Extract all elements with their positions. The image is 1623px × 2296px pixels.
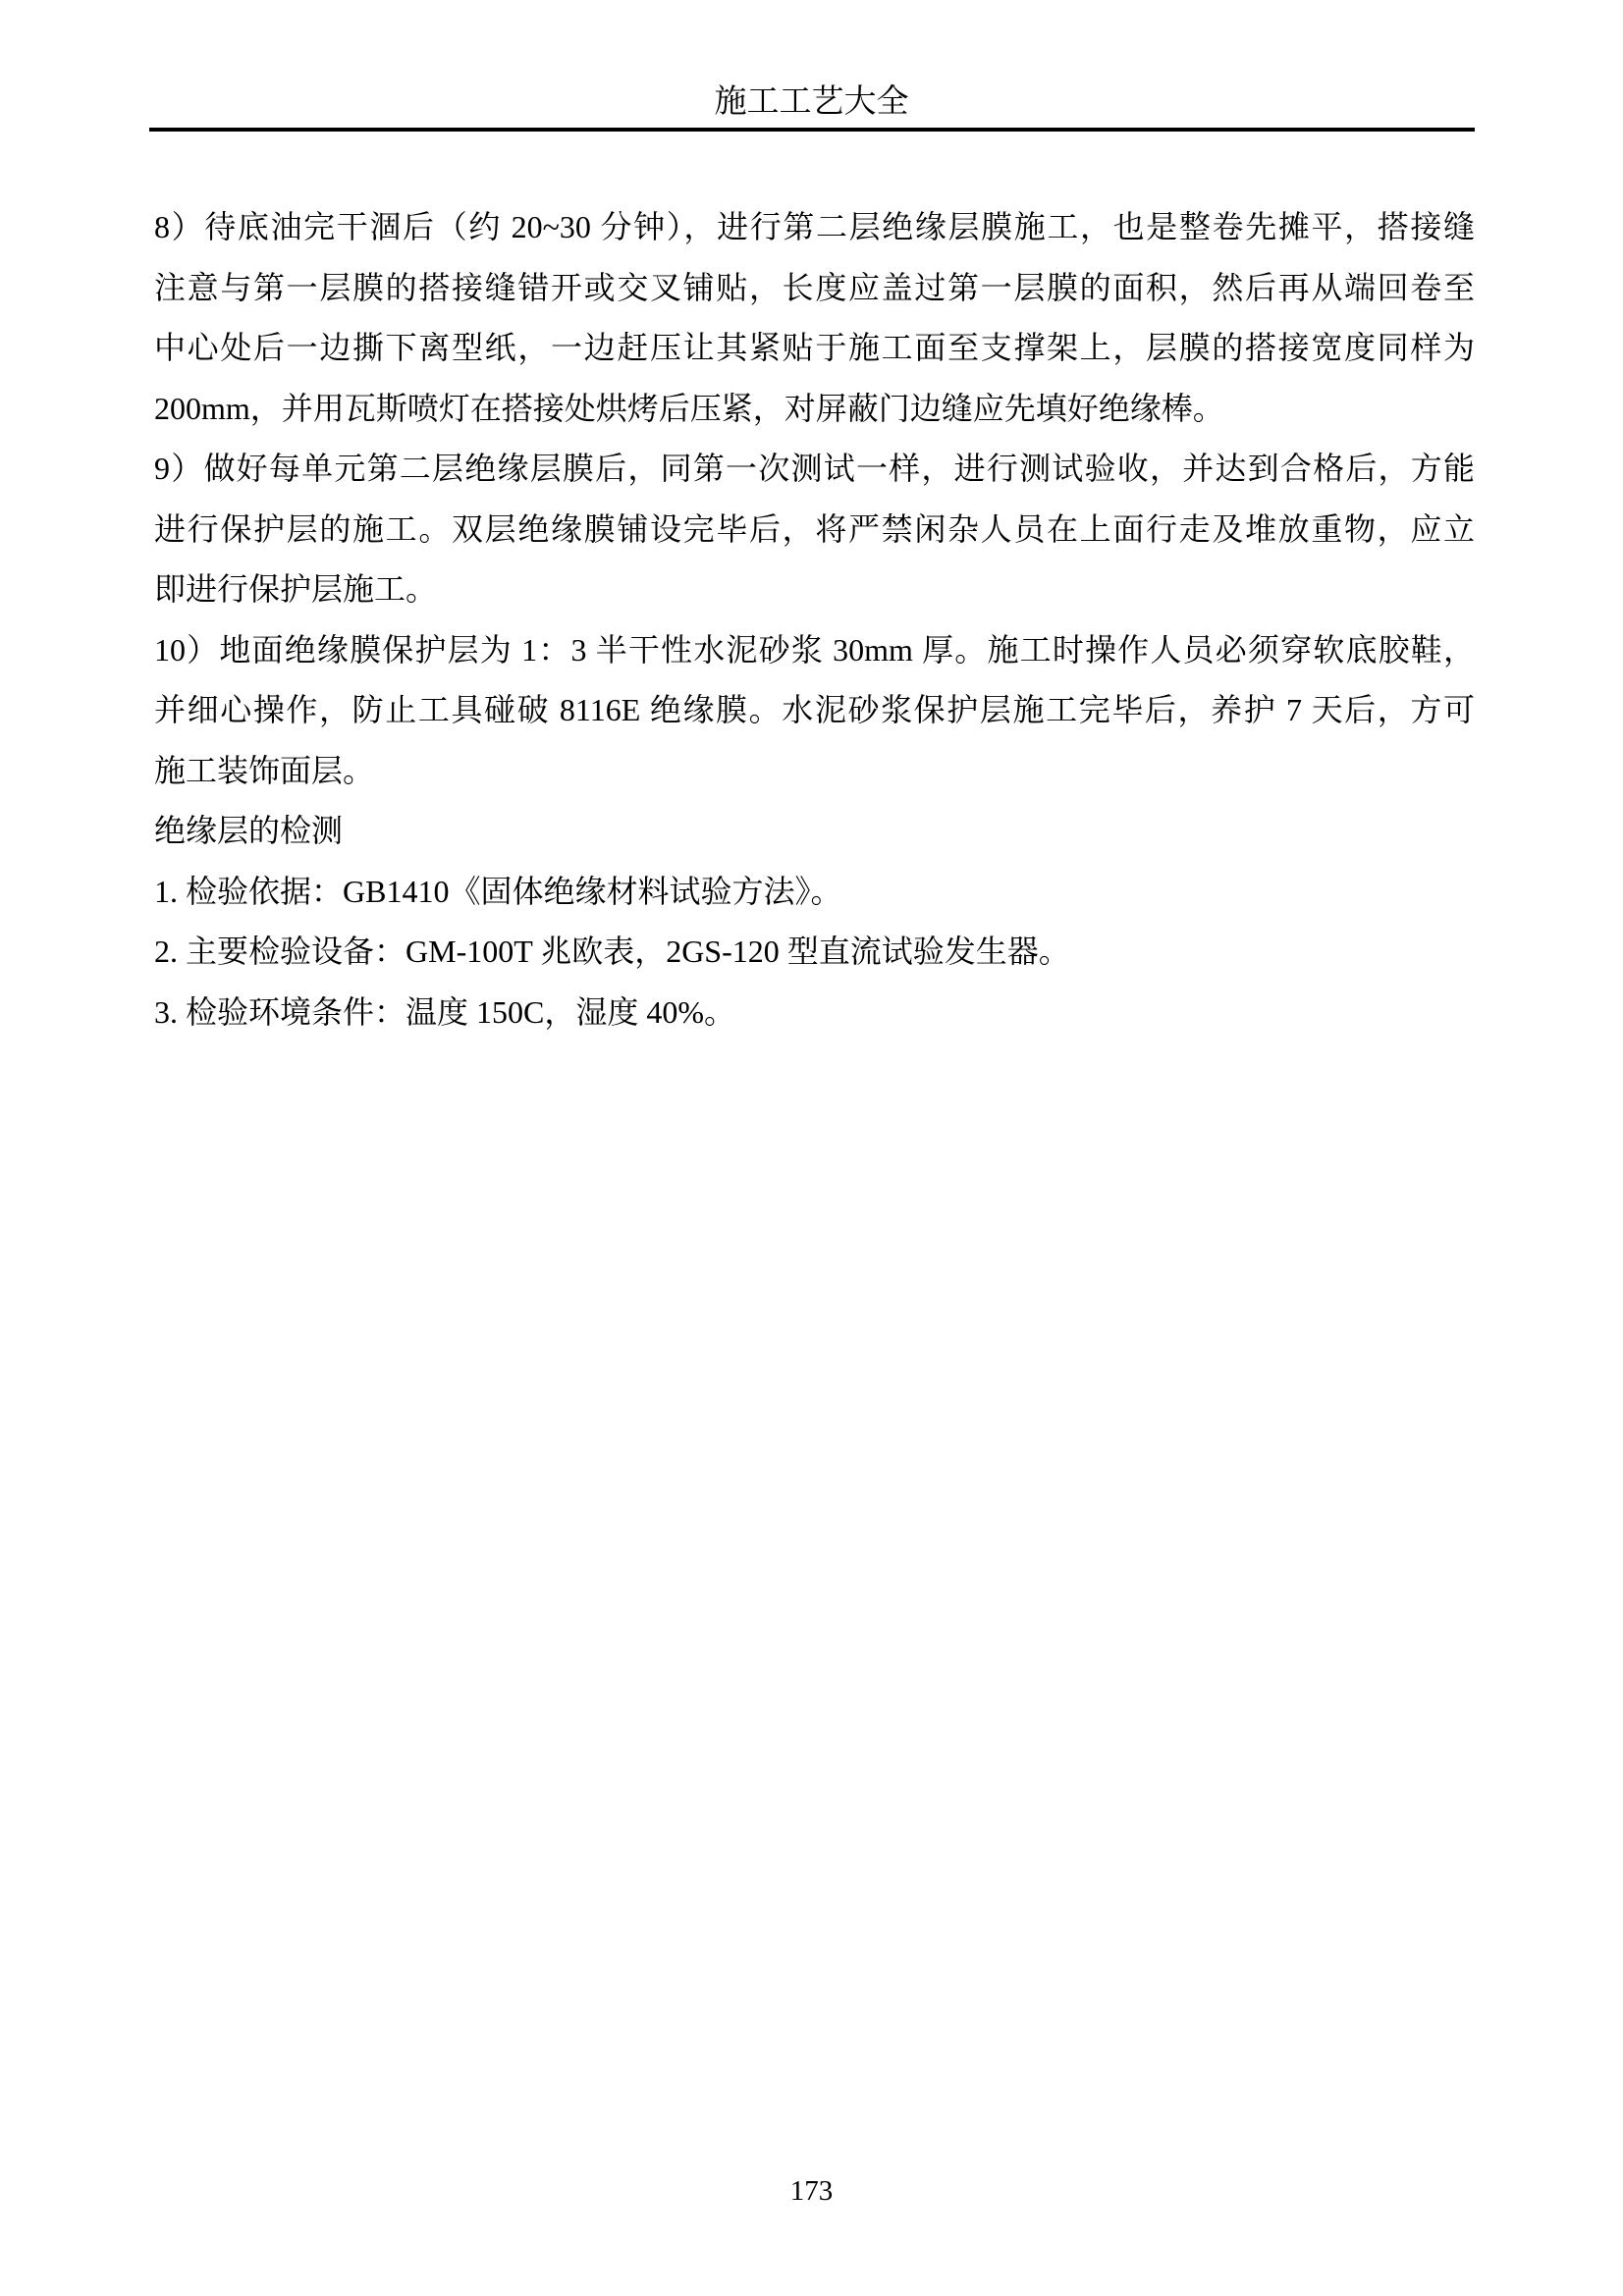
text-line: 9）做好每单元第二层绝缘层膜后，同第一次测试一样，进行测试验收，并达到合格后，方能 <box>154 451 1475 486</box>
text-line: 即进行保护层施工。 <box>154 571 438 607</box>
paragraph <box>154 862 1475 923</box>
text-line: 并细心操作，防止工具碰破 8116E 绝缘膜。水泥砂浆保护层施工完毕后，养护 7 天后，方可 <box>154 692 1475 727</box>
text-line: 200mm，并用瓦斯喷灯在搭接处烘烤后压紧，对屏蔽门边缝应先填好绝缘棒。 <box>154 390 1224 426</box>
paragraph <box>154 983 1475 1043</box>
paragraph <box>154 922 1475 983</box>
text-line: 注意与第一层膜的搭接缝错开或交叉铺贴，长度应盖过第一层膜的面积，然后再从端回卷至 <box>154 269 1475 305</box>
text-line: 进行保护层的施工。双层绝缘膜铺设完毕后，将严禁闲杂人员在上面行走及堆放重物，应立 <box>154 510 1475 547</box>
page-footer <box>0 2175 1623 2208</box>
page-header-title: 施工工艺大全 <box>714 84 909 120</box>
text-line: 绝缘层的检测 <box>154 813 344 848</box>
paragraph <box>154 197 1475 439</box>
paragraph <box>154 439 1475 620</box>
text-line: 中心处后一边撕下离型纸，一边赶压让其紧贴于施工面至支撑架上，层膜的搭接宽度同样为 <box>154 330 1475 365</box>
text-line: 10）地面绝缘膜保护层为 1：3 半干性水泥砂浆 30mm 厚。施工时操作人员必须穿软底胶鞋， <box>154 631 1475 667</box>
text-line: 1. 检验依据：GB1410《固体绝缘材料试验方法》。 <box>154 873 842 909</box>
text-line: 施工装饰面层。 <box>154 752 375 788</box>
paragraph <box>154 620 1475 802</box>
text-line: 8）待底油完干涸后（约 20~30 分钟），进行第二层绝缘层膜施工，也是整卷先摊平，搭接缝 <box>154 209 1475 244</box>
text-line: 3. 检验环境条件：温度 150C，湿度 40%。 <box>154 993 736 1030</box>
page-number: 173 <box>789 2175 834 2207</box>
document-body <box>154 197 1475 1042</box>
text-line: 2. 主要检验设备：GM-100T 兆欧表，2GS-120 型直流试验发生器。 <box>154 934 1070 969</box>
header-divider-rule <box>149 128 1475 132</box>
paragraph <box>154 801 1475 862</box>
